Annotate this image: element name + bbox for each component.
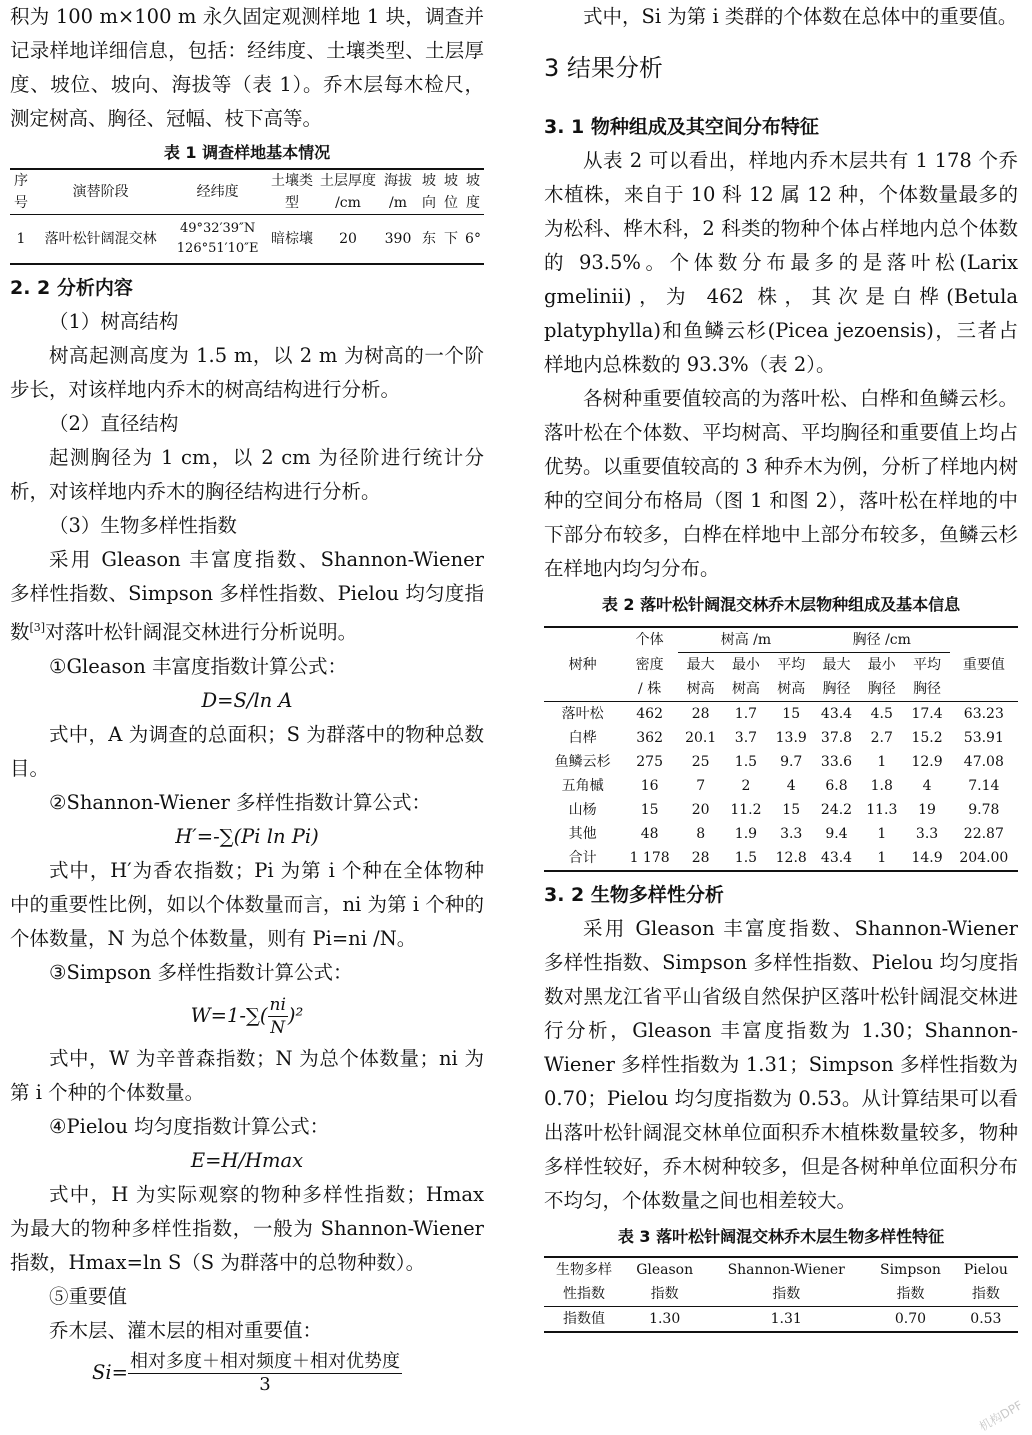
table2-cell: 28: [678, 846, 723, 871]
sub-dbh: （2）直径结构: [49, 412, 179, 435]
table2-cell: 2.7: [870, 730, 893, 746]
table2-cell: 14.9: [904, 846, 949, 871]
table2-cell: 1.7: [734, 706, 758, 722]
table2: [544, 626, 1018, 872]
simpson-desc: 式中，W 为辛普森指数；N 为总个体数量；ni 为第 i 个种的个体数量。: [10, 1046, 484, 1104]
left-column: [10, 0, 484, 1398]
t2-h-density-2: 密度: [635, 656, 664, 673]
shannon-desc: 式中，H′为香农指数；Pi 为第 i 个种在全体物种中的重要性比例，如以个体数量而言，ni 为第 i 个种的个体数量，N 为总个体数量，则有 Pi=ni /N。: [10, 858, 484, 950]
table2-cell: 63.23: [963, 706, 1004, 722]
t1-h-slope: 坡度: [462, 169, 484, 215]
t3-v-4: 0.53: [954, 1307, 1018, 1333]
table2-cell: 合计: [544, 846, 621, 871]
t2-h-density-3: / 株: [621, 677, 678, 702]
table2-cell: 2: [741, 778, 751, 794]
section-3-2: 3. 2 生物多样性分析: [544, 884, 724, 906]
t3-h2-1: 指数: [624, 1282, 705, 1307]
table2-cell: 7: [696, 778, 706, 794]
gleason-desc: 式中，A 为调查的总面积；S 为群落中的物种总数目。: [10, 722, 484, 780]
t1-h-no: 序号: [10, 169, 32, 215]
table2-cell: 11.3: [866, 802, 898, 818]
t2-h-maxh-1: 最大: [686, 657, 715, 673]
table2-cell: 13.9: [775, 730, 807, 746]
t2-body: [544, 702, 1018, 872]
t3-h2-2: 指数: [705, 1282, 867, 1307]
t2-h-dbh: 胸径 /cm: [814, 627, 950, 653]
t1-h-soil: 土壤类型: [266, 169, 318, 215]
t3-h2-3: 指数: [867, 1282, 954, 1307]
simpson-title: ③Simpson 多样性指数计算公式：: [49, 960, 353, 984]
t2-h-mind-2: 胸径: [859, 677, 904, 702]
t2-h-density-1: 个体: [621, 627, 678, 653]
t2-h-maxh-2: 树高: [678, 677, 723, 702]
table2-cell: 47.08: [963, 754, 1004, 770]
table2-cell: 1: [877, 754, 887, 770]
t1-c-no: 1: [10, 215, 32, 265]
citation-ref: [3]: [29, 621, 46, 634]
t2-h-avgh-2: 树高: [769, 677, 814, 702]
table2-cell: 3.3: [915, 826, 939, 842]
simpson-frac-den: N: [270, 1017, 286, 1038]
table2-cell: 20.1: [685, 730, 717, 746]
table2-cell: 1.5: [734, 754, 758, 770]
sub-height: （1）树高结构: [49, 310, 179, 333]
iv-desc: 乔木层、灌木层的相对重要值：: [49, 1318, 323, 1342]
t3-h2-4: 指数: [954, 1282, 1018, 1307]
iv-formula: Si= $\frac{\text{相对多度＋相对频度＋相对优势度}}{3}$: [92, 1350, 400, 1395]
table2-cell: 鱼鳞云杉: [554, 754, 611, 770]
table2-cell: 16: [640, 778, 659, 794]
table3-caption: 表 3 落叶松针阔混交林乔木层生物多样性特征: [617, 1227, 945, 1246]
para-dbh: 起测胸径为 1 cm，以 2 cm 为径阶进行统计分析，对该样地内乔木的胸径结构进行分析。: [10, 446, 484, 503]
t1-c-position: 下: [440, 215, 462, 265]
t3-v-1: 1.30: [624, 1307, 705, 1333]
table2-cell: 37.8: [820, 730, 853, 746]
pielou-desc: 式中，H 为实际观察的物种多样性指数；Hmax 为最大的物种多样性指数，一般为 Shannon-Wiener 指数，Hmax=ln S（S 为群落中的总物种数）。: [10, 1182, 484, 1274]
t1-h-position: 坡位: [440, 169, 462, 215]
para-3-1-b: 各树种重要值较高的为落叶松、白桦和鱼鳞云杉。落叶松在个体数、平均树高、平均胸径和重要值上均占优势。以重要值较高的 3 种乔木为例，分析了样地内树种的空间分布格局（图 1 和图 2），落叶松在样地的中下部分布较多，白桦在样地中上部分布较多，鱼鳞云杉在样地内均匀分布。: [544, 387, 1018, 580]
table2-row: [544, 822, 1018, 846]
table2-cell: 3.7: [734, 730, 758, 746]
t1-c-soil: 暗棕壤: [266, 215, 318, 265]
table2-cell: 462: [636, 706, 663, 722]
t1-c-stage: 落叶松针阔混交林: [32, 215, 169, 265]
table2-caption: 表 2 落叶松针阔混交林乔木层物种组成及基本信息: [601, 595, 961, 614]
t1-h-aspect: 坡向: [418, 169, 440, 215]
table2-cell: 15: [782, 802, 801, 818]
t2-h-avgd-1: 平均: [913, 657, 942, 673]
simpson-formula: W=1-∑( $\frac{ni}{N}$ )²: [190, 994, 304, 1038]
para-3-2: 采用 Gleason 丰富度指数、Shannon-Wiener 多样性指数、Simpson 多样性指数、Pielou 均匀度指数对黑龙江省平山省级自然保护区落叶松针阔混交林进行分析，Gleason 丰富度指数为 1.30；Shannon-Wiener 多样性指数为 1.31；Simpson 多样性指数为 0.70；Pielou 均匀度指数为 0.53。从计算结果可以看出落叶松针阔混交林单位面积乔木植株数量较多，物种多样性较好，乔木树种较多，但是各树种单位面积分布不均匀，个体数量之间也相差较大。: [544, 917, 1018, 1212]
table2-cell: 1.8: [870, 778, 893, 794]
table2-cell: 275: [636, 754, 663, 770]
t1-c-slope: 6°: [462, 215, 484, 265]
t2-h-maxd-1: 最大: [822, 657, 851, 673]
simpson-frac-num: ni: [269, 994, 286, 1015]
para-diversity: 采用 Gleason 丰富度指数、Shannon-Wiener 多样性指数、Simpson 多样性指数、Pielou 均匀度指数[3]对落叶松针阔混交林进行分析说明。: [10, 548, 484, 644]
section-2-2: 2. 2 分析内容: [10, 277, 133, 299]
t2-h-avgh-1: 平均: [777, 657, 806, 673]
table2-cell: 15: [782, 706, 801, 722]
table2-cell: 362: [636, 730, 663, 746]
t1-h-coord: 经纬度: [169, 169, 266, 215]
table2-cell: 33.6: [820, 754, 853, 770]
t2-h-iv: 重要值: [950, 627, 1018, 702]
table2-cell: 3.3: [780, 826, 803, 842]
t3-h1-2: Shannon-Wiener: [705, 1257, 867, 1282]
right-topline: 式中，Si 为第 i 类群的个体数在总体中的重要值。: [583, 5, 1018, 28]
table2-cell: 其他: [568, 826, 597, 842]
t2-h-minh-1: 最小: [731, 657, 760, 673]
t3-h1-3: Simpson: [867, 1257, 954, 1282]
gleason-title: ①Gleason 丰富度指数计算公式：: [49, 654, 347, 678]
table2-row: [544, 846, 1018, 871]
shannon-formula: H′=-∑(Pi ln Pi): [175, 824, 319, 848]
table2-cell: 4.5: [870, 706, 893, 722]
t2-h-minh-2: 树高: [723, 677, 768, 702]
table2-cell: 19: [918, 802, 936, 818]
t3-h1-0: 生物多样: [544, 1257, 624, 1282]
table2-cell: 9.4: [825, 826, 848, 842]
table2-cell: 24.2: [820, 802, 853, 818]
table2-cell: 25: [691, 754, 710, 770]
table2-cell: 43.4: [814, 846, 859, 871]
t3-v-0: 指数值: [544, 1307, 624, 1333]
section-3: 3 结果分析: [544, 54, 663, 82]
right-column: [544, 0, 1018, 1333]
t3-h2-0: 性指数: [544, 1282, 624, 1307]
table2-row: [544, 702, 1018, 727]
table2-cell: 1: [859, 846, 904, 871]
table2-cell: 12.8: [769, 846, 814, 871]
table2-cell: 白桦: [568, 730, 597, 746]
table2-row: [544, 774, 1018, 798]
t2-h-mind-1: 最小: [867, 657, 896, 673]
t2-h-avgd-2: 胸径: [904, 677, 949, 702]
table2-cell: 17.4: [911, 706, 943, 722]
t1-c-lat: 49°32′39″N: [179, 221, 256, 236]
t2-h-maxd-2: 胸径: [814, 677, 859, 702]
iv-title: ⑤重要值: [49, 1284, 128, 1308]
t1-c-alt: 390: [378, 215, 418, 265]
table2-cell: 山杨: [568, 802, 597, 818]
t1-c-lon: 126°51′10″E: [176, 241, 259, 256]
t1-c-aspect: 东: [418, 215, 440, 265]
table2-cell: 9.78: [968, 802, 1000, 818]
table2-cell: 1.9: [734, 826, 758, 842]
table2-cell: 20: [691, 802, 710, 818]
iv-frac-num: 相对多度＋相对频度＋相对优势度: [129, 1350, 400, 1372]
table2-cell: 4: [922, 778, 932, 794]
table2-cell: 48: [640, 826, 659, 842]
table2-cell: 15: [640, 802, 659, 818]
table2-cell: 7.14: [968, 778, 1000, 794]
table2-row: [544, 798, 1018, 822]
t2-h-height: 树高 /m: [678, 627, 814, 653]
table2-cell: 1 178: [621, 846, 678, 871]
table2-cell: 6.8: [825, 778, 848, 794]
table2-cell: 12.9: [911, 754, 943, 770]
table2-cell: 9.7: [780, 754, 803, 770]
t1-c-coord: [169, 215, 266, 265]
sub-diversity: （3）生物多样性指数: [49, 514, 237, 537]
iv-frac-den: 3: [259, 1373, 271, 1395]
t2-h-species: 树种: [544, 627, 621, 702]
para-3-1-a: 从表 2 可以看出，样地内乔木层共有 1 178 个乔木植株，来自于 10 科 12 属 12 种，个体数量最多的为松科、桦木科，2 科类的物种个体占样地内总个体数的 93.5%。个体数分布最多的是落叶松(Larix gmelinii)，为 462 株，其次是白桦(Betula platyphylla)和鱼鳞云杉(Picea jezoensis)，三者占样地内总株数的 93.3%（表 2）。: [544, 149, 1018, 376]
table1-caption: 表 1 调查样地基本情况: [163, 143, 331, 162]
table2-cell: 22.87: [963, 826, 1004, 842]
t3-h1-1: Gleason: [624, 1257, 705, 1282]
t3-h1-4: Pielou: [954, 1257, 1018, 1282]
table2-cell: 53.91: [963, 730, 1004, 746]
t1-h-depth: 土层厚度 /cm: [318, 169, 378, 215]
table2-cell: 28: [691, 706, 710, 722]
t3-v-3: 0.70: [867, 1307, 954, 1333]
pielou-title: ④Pielou 均匀度指数计算公式：: [49, 1114, 330, 1138]
shannon-title: ②Shannon-Wiener 多样性指数计算公式：: [49, 790, 432, 814]
watermark: 机构DPF: [976, 1398, 1025, 1434]
gleason-formula: D=S/ln A: [201, 688, 293, 712]
intro-paragraph: 积为 100 m×100 m 永久固定观测样地 1 块，调查并记录样地详细信息，包括：经纬度、土壤类型、土层厚度、坡位、坡向、海拔等（表 1）。乔木层每木检尺，测定树高、胸径、冠幅、枝下高等。: [10, 5, 484, 130]
table2-cell: 落叶松: [561, 706, 604, 722]
table2-row: [544, 726, 1018, 750]
section-3-1: 3. 1 物种组成及其空间分布特征: [544, 116, 819, 138]
pielou-formula: E=H/Hmax: [190, 1148, 304, 1172]
table2-cell: 11.2: [730, 802, 762, 818]
table2-cell: 204.00: [950, 846, 1018, 871]
table2-cell: 15.2: [911, 730, 943, 746]
table2-cell: 1.5: [723, 846, 768, 871]
t1-h-alt: 海拔 /m: [378, 169, 418, 215]
table2-row: [544, 750, 1018, 774]
table3: [544, 1256, 1018, 1333]
t3-v-2: 1.31: [705, 1307, 867, 1333]
para-height: 树高起测高度为 1.5 m，以 2 m 为树高的一个阶步长，对该样地内乔木的树高结构进行分析。: [10, 344, 484, 401]
t1-c-depth: 20: [318, 215, 378, 265]
table2-cell: 8: [696, 826, 706, 842]
table2-cell: 1: [877, 826, 887, 842]
t1-h-stage: 演替阶段: [32, 169, 169, 215]
table2-cell: 43.4: [820, 706, 853, 722]
table2-cell: 4: [786, 778, 796, 794]
table2-cell: 五角槭: [561, 778, 604, 794]
table1: [10, 168, 484, 265]
